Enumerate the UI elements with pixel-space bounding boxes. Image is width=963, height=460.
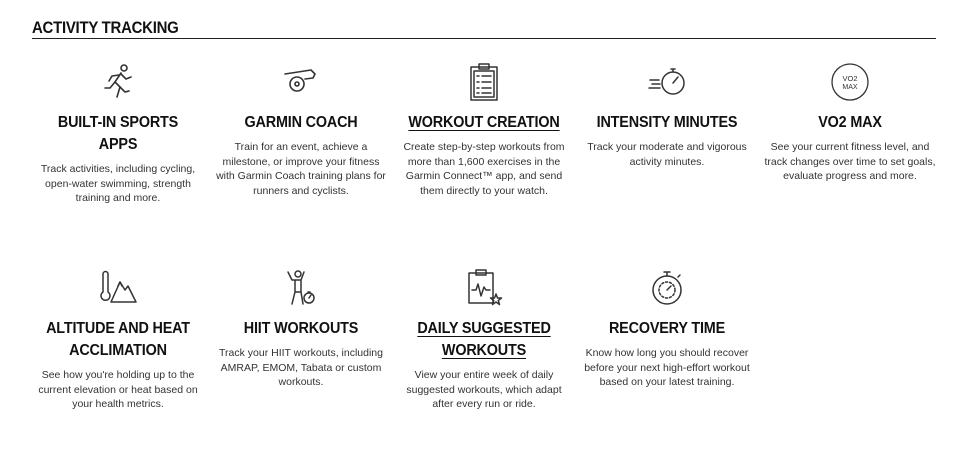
feature-daily-suggested-workouts[interactable]	[396, 268, 572, 412]
feature-garmin-coach	[213, 62, 389, 198]
feature-description: Know how long you should recover before your next high-effort workout based on your latest training.	[584, 347, 750, 388]
feature-built-in-sports-apps	[30, 62, 206, 206]
stopwatch-speed-icon	[647, 62, 687, 102]
feature-altitude-heat-acclimation	[30, 268, 206, 412]
whistle-icon	[281, 62, 321, 102]
feature-title: ALTITUDE AND HEAT ACCLIMATION	[46, 320, 190, 359]
feature-workout-creation[interactable]	[396, 62, 572, 198]
feature-description: View your entire week of daily suggested workouts, which adapt after every run or ride.	[406, 369, 562, 410]
hiit-person-icon	[281, 268, 321, 308]
feature-description: Track your HIIT workouts, including AMRAP, EMOM, Tabata or custom workouts.	[219, 347, 383, 388]
thermometer-mountain-icon	[98, 268, 138, 308]
recovery-timer-icon	[647, 268, 687, 308]
section-title: ACTIVITY TRACKING	[32, 18, 179, 37]
clipboard-icon	[464, 62, 504, 102]
max-icon-label: MAX	[842, 84, 858, 91]
feature-recovery-time	[579, 268, 755, 390]
feature-title: VO2 MAX	[818, 114, 882, 131]
feature-title: GARMIN COACH	[244, 114, 358, 131]
feature-description: Create step-by-step workouts from more than 1,600 exercises in the Garmin Connect™ app, and send them directly to your watch.	[403, 141, 565, 197]
feature-description: Track activities, including cycling, open-water swimming, strength training and more.	[40, 163, 196, 204]
section-divider	[32, 38, 936, 39]
feature-title: INTENSITY MINUTES	[596, 114, 738, 131]
vo2-icon-label: VO2	[842, 74, 858, 83]
workout-creation-link[interactable]: WORKOUT CREATION	[408, 114, 560, 131]
feature-vo2-max	[762, 62, 938, 184]
feature-hiit-workouts	[213, 268, 389, 390]
feature-intensity-minutes	[579, 62, 755, 169]
daily-suggested-workouts-link[interactable]: DAILY SUGGESTED WORKOUTS	[417, 320, 551, 359]
suggested-workout-icon	[464, 268, 504, 308]
feature-title: HIIT WORKOUTS	[243, 320, 359, 337]
feature-description: See your current fitness level, and track changes over time to set goals, evaluate progress and more.	[764, 141, 936, 182]
feature-description: Train for an event, achieve a milestone, or improve your fitness with Garmin Coach training plans for runners and cyclists.	[216, 141, 386, 197]
feature-title: BUILT-IN SPORTS APPS	[57, 114, 179, 153]
feature-description: Track your moderate and vigorous activity minutes.	[587, 141, 747, 168]
feature-title: RECOVERY TIME	[608, 320, 726, 337]
vo2-max-icon	[830, 62, 870, 102]
runner-icon	[98, 62, 138, 102]
feature-description: See how you're holding up to the current elevation or heat based on your health metrics.	[38, 369, 198, 410]
